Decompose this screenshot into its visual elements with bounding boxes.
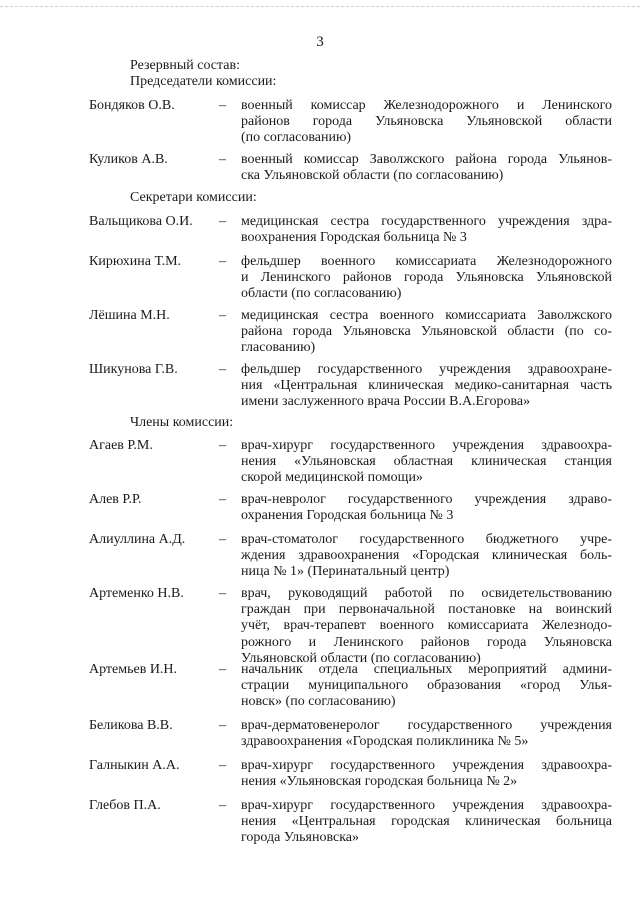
person-name: Бондяков О.В. — [89, 98, 175, 113]
dash-separator: – — [219, 308, 226, 323]
description-line: (по согласованию) — [241, 130, 352, 146]
person-name: Глебов П.А. — [89, 798, 161, 813]
dash-separator: – — [219, 254, 226, 269]
description-line: медицинская сестра военного комиссариата Заволжского — [241, 308, 612, 323]
description-line: военный комиссар Заволжского района города Ульянов- — [241, 152, 612, 167]
description-line: врач-хирург государственного учреждения здравоохра- — [241, 798, 612, 813]
description-line: фельдшер военного комиссариата Железнодорожного — [241, 254, 612, 269]
person-name: Артеменко Н.В. — [89, 586, 184, 601]
dash-separator: – — [219, 586, 226, 601]
dash-separator: – — [219, 438, 226, 453]
dash-separator: – — [219, 98, 226, 113]
position-description — [241, 438, 612, 487]
position-description — [241, 98, 612, 147]
description-line: нения «Ульяновская областная клиническая станция — [241, 454, 612, 470]
description-line: врач-хирург государственного учреждения здравоохра- — [241, 438, 612, 453]
description-line: фельдшер государственного учреждения здравоохране- — [241, 362, 612, 377]
person-name: Алиуллина А.Д. — [89, 532, 186, 547]
position-description — [241, 492, 612, 524]
position-description — [241, 362, 612, 411]
heading-chairs: Председатели комиссии: — [130, 74, 277, 89]
description-line: ния «Центральная клиническая медико-санитарная часть — [241, 378, 612, 394]
person-name: Галныкин А.А. — [89, 758, 180, 773]
description-line: гласованию) — [241, 340, 316, 356]
description-line: врач, руководящий работой по освидетельствованию — [241, 586, 612, 601]
description-line: ска Ульяновской области (по согласованию) — [241, 168, 504, 184]
description-line: военный комиссар Железнодорожного и Ленинского — [241, 98, 612, 113]
position-description — [241, 718, 612, 750]
person-name: Алев Р.Р. — [89, 492, 142, 507]
description-line: имени заслуженного врача России В.А.Егорова» — [241, 394, 531, 410]
description-line: врач-невролог государственного учреждения здраво- — [241, 492, 612, 507]
person-name: Беликова В.В. — [89, 718, 173, 733]
heading-members: Члены комиссии: — [130, 415, 234, 430]
description-line: учёт, врач-терапевт военного комиссариата Железнодо- — [241, 618, 612, 634]
dash-separator: – — [219, 662, 226, 677]
description-line: начальник отдела специальных мероприятий админи- — [241, 662, 612, 677]
position-description — [241, 662, 612, 711]
person-name: Кирюхина Т.М. — [89, 254, 182, 269]
description-line: районов города Ульяновска Ульяновской области — [241, 114, 612, 130]
position-description — [241, 758, 612, 790]
dash-separator: – — [219, 362, 226, 377]
description-line: нения «Центральная городская клиническая больница — [241, 814, 612, 830]
page-number: 3 — [316, 34, 324, 50]
dash-separator: – — [219, 214, 226, 229]
position-description — [241, 254, 612, 303]
person-name: Куликов А.В. — [89, 152, 168, 167]
position-description — [241, 798, 612, 847]
position-description — [241, 586, 612, 667]
description-line: граждан при первоначальной постановке на воинский — [241, 602, 612, 618]
person-name: Вальщикова О.И. — [89, 214, 193, 229]
heading-secretaries: Секретари комиссии: — [130, 190, 257, 205]
description-line: врач-стоматолог государственного бюджетного учре- — [241, 532, 612, 547]
dash-separator: – — [219, 798, 226, 813]
description-line: ждения здравоохранения «Городская клиническая боль- — [241, 548, 612, 564]
heading-reserve: Резервный состав: — [130, 58, 241, 73]
position-description — [241, 532, 612, 581]
description-line: рожного и Ленинского районов города Ульяновска — [241, 634, 612, 650]
person-name: Агаев Р.М. — [89, 438, 153, 453]
description-line: врач-дерматовенеролог государственного учреждения — [241, 718, 612, 733]
description-line: области (по согласованию) — [241, 286, 402, 302]
dash-separator: – — [219, 492, 226, 507]
description-line: Ульяновской области (по согласованию) — [241, 650, 481, 666]
description-line: страции муниципального образования «город Улья- — [241, 678, 612, 694]
position-description — [241, 214, 612, 246]
description-line: здравоохранения «Городская поликлиника № 5» — [241, 734, 529, 750]
position-description — [241, 308, 612, 357]
person-name: Шикунова Г.В. — [89, 362, 178, 377]
person-name: Артемьев И.Н. — [89, 662, 178, 677]
dash-separator: – — [219, 152, 226, 167]
description-line: ница № 1» (Перинатальный центр) — [241, 564, 450, 580]
dash-separator: – — [219, 718, 226, 733]
description-line: и Ленинского районов города Ульяновска Ульяновской — [241, 270, 612, 286]
person-name: Лёшина М.Н. — [89, 308, 170, 323]
scan-edge — [0, 6, 640, 9]
description-line: врач-хирург государственного учреждения здравоохра- — [241, 758, 612, 773]
description-line: района города Ульяновска Ульяновской области (по со- — [241, 324, 612, 340]
description-line: нения «Ульяновская городская больница № 2» — [241, 774, 518, 790]
description-line: медицинская сестра государственного учреждения здра- — [241, 214, 612, 229]
dash-separator: – — [219, 532, 226, 547]
description-line: воохранения Городская больница № 3 — [241, 230, 467, 246]
position-description — [241, 152, 612, 184]
description-line: новск» (по согласованию) — [241, 694, 396, 710]
description-line: охранения Городская больница № 3 — [241, 508, 454, 524]
description-line: города Ульяновска» — [241, 830, 360, 846]
dash-separator: – — [219, 758, 226, 773]
description-line: скорой медицинской помощи» — [241, 470, 423, 486]
